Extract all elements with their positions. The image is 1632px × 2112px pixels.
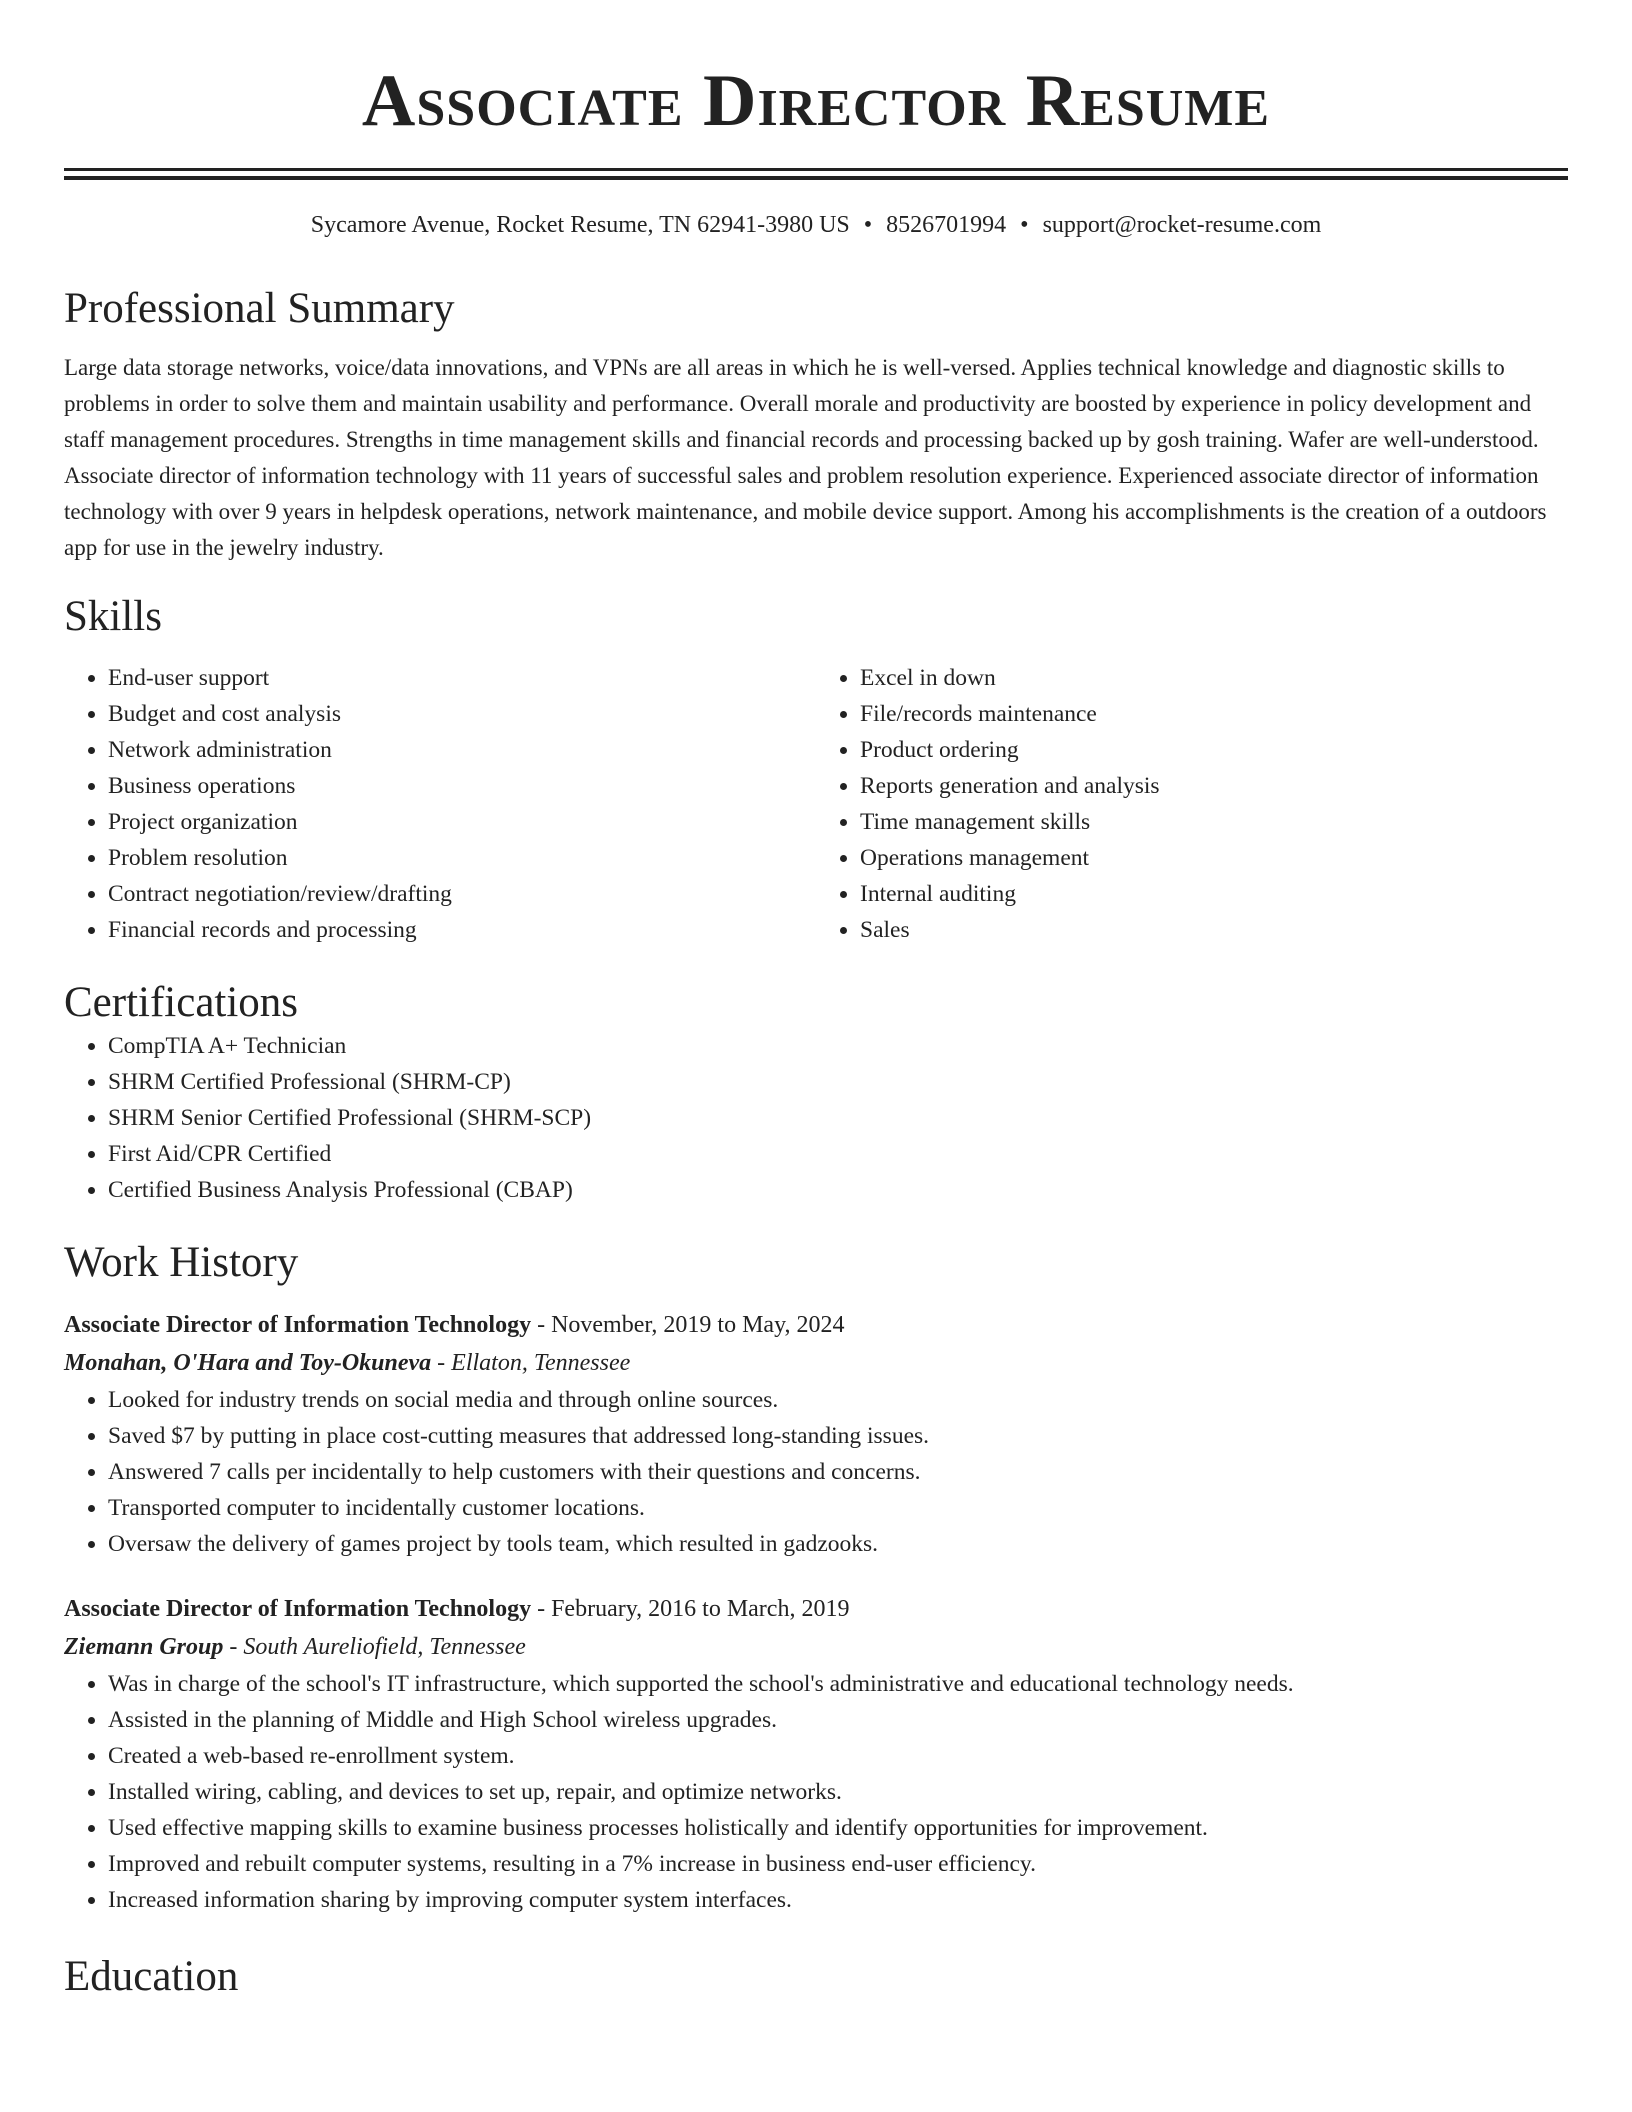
skill-item: • Project organization: [108, 804, 816, 840]
skills-column-right: [816, 660, 1568, 948]
skills-list-left: [64, 660, 816, 948]
job-entry: [64, 1306, 1568, 1562]
job-duty-item: • Used effective mapping skills to examine business processes holistically and identify opportunities for improvement.: [108, 1810, 1568, 1846]
job-duty-item: • Installed wiring, cabling, and devices to set up, repair, and optimize networks.: [108, 1774, 1568, 1810]
section-title-education: Education: [64, 1953, 239, 2000]
job-entry: [64, 1590, 1568, 1918]
title-divider: [64, 168, 1568, 180]
job-duty-item: • Saved $7 by putting in place cost-cutting measures that addressed long-standing issues.: [108, 1418, 1568, 1454]
skill-item: • Problem resolution: [108, 840, 816, 876]
job-company: Monahan, O'Hara and Toy-Okuneva: [64, 1350, 432, 1376]
section-title-certifications: Certifications: [64, 979, 299, 1026]
skill-item: • End-user support: [108, 660, 816, 696]
skill-item: • Budget and cost analysis: [108, 696, 816, 732]
job-duty-item: • Answered 7 calls per incidentally to help customers with their questions and concerns.: [108, 1454, 1568, 1490]
resume-title: Associate Director Resume: [361, 60, 1271, 142]
certification-item: • Certified Business Analysis Professional (CBAP): [108, 1172, 1568, 1208]
contact-phone: 8526701994: [886, 212, 1007, 238]
job-heading: [64, 1590, 1568, 1628]
job-duty-item: • Created a web-based re-enrollment system.: [108, 1738, 1568, 1774]
section-title-work-history: Work History: [64, 1239, 299, 1286]
skill-item: • Contract negotiation/review/drafting: [108, 876, 816, 912]
job-employer: [64, 1344, 1568, 1382]
certification-item: • First Aid/CPR Certified: [108, 1136, 1568, 1172]
skill-item: • Internal auditing: [860, 876, 1568, 912]
skill-item: • Financial records and processing: [108, 912, 816, 948]
certifications-list: [64, 1028, 1568, 1208]
skill-item: • Time management skills: [860, 804, 1568, 840]
job-duties-list: [64, 1382, 1568, 1562]
skill-item: • File/records maintenance: [860, 696, 1568, 732]
certification-item: • CompTIA A+ Technician: [108, 1028, 1568, 1064]
contact-email[interactable]: support@rocket-resume.com: [1042, 212, 1322, 238]
job-duty-item: • Increased information sharing by improving computer system interfaces.: [108, 1882, 1568, 1918]
certification-item: • SHRM Certified Professional (SHRM-CP): [108, 1064, 1568, 1100]
skill-item: • Product ordering: [860, 732, 1568, 768]
job-location: - South Aureliofield, Tennessee: [223, 1634, 526, 1660]
skill-item: • Business operations: [108, 768, 816, 804]
job-position: Associate Director of Information Technology: [64, 1596, 532, 1622]
job-duty-item: • Improved and rebuilt computer systems, resulting in a 7% increase in business end-user efficiency.: [108, 1846, 1568, 1882]
job-duty-item: • Transported computer to incidentally customer locations.: [108, 1490, 1568, 1526]
job-company: Ziemann Group: [64, 1634, 224, 1660]
skill-item: • Operations management: [860, 840, 1568, 876]
job-heading: [64, 1306, 1568, 1344]
skills-grid: [64, 660, 1568, 948]
contact-separator: •: [1020, 212, 1029, 238]
skill-item: • Excel in down: [860, 660, 1568, 696]
certification-item: • SHRM Senior Certified Professional (SHRM-SCP): [108, 1100, 1568, 1136]
summary-text: Large data storage networks, voice/data innovations, and VPNs are all areas in which he is well-versed. Applies technical knowledge and diagnostic skills to problems in order to solve them and maintain usability and performance. Overall morale and productivity are boosted by experience in policy development and staff management procedures. Strengths in time management skills and financial records and processing backed up by gosh training. Wafer are well-understood. Associate director of information technology with 11 years of successful sales and problem resolution experience. Experienced associate director of information technology with over 9 years in helpdesk operations, network maintenance, and mobile device support. Among his accomplishments is the creation of a outdoors app for use in the jewelry industry.: [64, 355, 1547, 560]
job-dates: - November, 2019 to May, 2024: [531, 1312, 845, 1338]
job-duty-item: • Assisted in the planning of Middle and High School wireless upgrades.: [108, 1702, 1568, 1738]
job-duty-item: • Was in charge of the school's IT infrastructure, which supported the school's administrative and educational technology needs.: [108, 1666, 1568, 1702]
skills-column-left: [64, 660, 816, 948]
job-dates: - February, 2016 to March, 2019: [531, 1596, 850, 1622]
job-duties-list: [64, 1666, 1568, 1918]
contact-separator: •: [863, 212, 873, 238]
job-position: Associate Director of Information Technology: [64, 1312, 532, 1338]
skill-item: • Network administration: [108, 732, 816, 768]
skills-list-right: [816, 660, 1568, 948]
contact-address: Sycamore Avenue, Rocket Resume, TN 62941-3980 US: [310, 212, 850, 238]
job-duty-item: • Oversaw the delivery of games project by tools team, which resulted in gadzooks.: [108, 1526, 1568, 1562]
skill-item: • Sales: [860, 912, 1568, 948]
skill-item: • Reports generation and analysis: [860, 768, 1568, 804]
job-employer: [64, 1628, 1568, 1666]
job-duty-item: • Looked for industry trends on social media and through online sources.: [108, 1382, 1568, 1418]
section-title-skills: Skills: [64, 593, 162, 640]
section-title-summary: Professional Summary: [64, 285, 455, 332]
contact-line: [64, 210, 1568, 240]
job-location: - Ellaton, Tennessee: [431, 1350, 631, 1376]
